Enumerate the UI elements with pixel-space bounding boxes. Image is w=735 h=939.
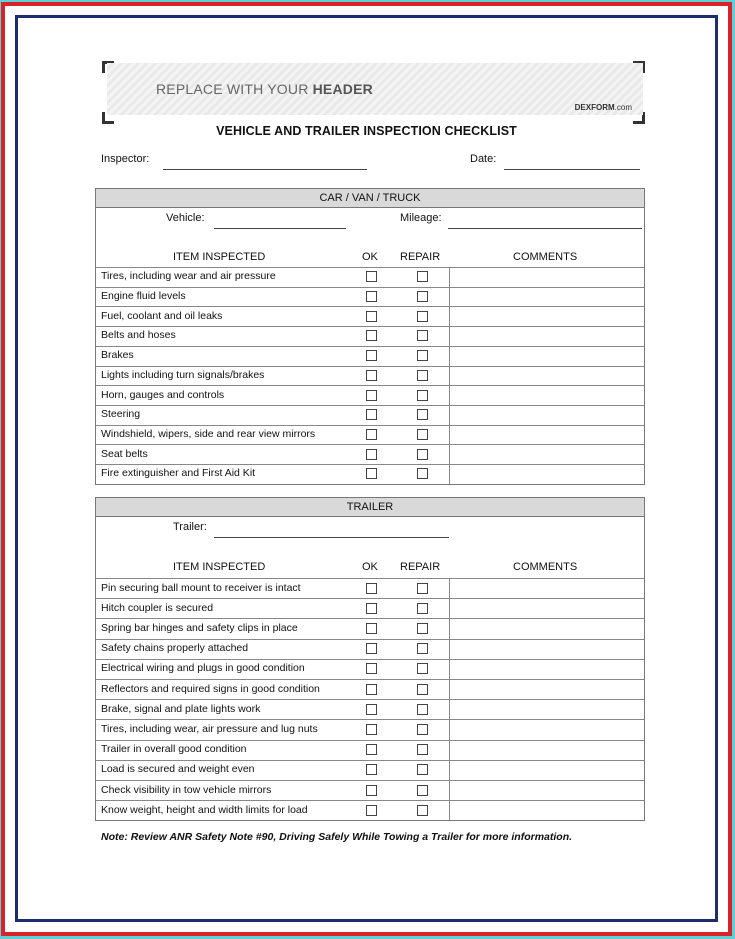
footer-note: Note: Review ANR Safety Note #90, Driving Safely While Towing a Trailer for more information.	[101, 831, 573, 843]
item-label: Seat belts	[101, 447, 148, 460]
trailer-field[interactable]	[214, 537, 449, 538]
item-label: Know weight, height and width limits for load	[101, 803, 308, 816]
trailer-section-heading: TRAILER	[96, 498, 644, 517]
ok-checkbox[interactable]	[366, 311, 377, 322]
item-label: Check visibility in tow vehicle mirrors	[101, 783, 272, 796]
repair-checkbox[interactable]	[417, 311, 428, 322]
ok-checkbox[interactable]	[366, 390, 377, 401]
comment-line[interactable]	[450, 326, 644, 327]
ok-checkbox[interactable]	[366, 583, 377, 594]
car-section	[95, 188, 645, 485]
comment-line[interactable]	[450, 639, 644, 640]
item-label: Belts and hoses	[101, 329, 176, 342]
header-separator	[96, 267, 644, 268]
comment-line[interactable]	[450, 659, 644, 660]
form-page	[18, 18, 715, 919]
item-label: Load is secured and weight even	[101, 763, 255, 776]
row-separator	[96, 287, 449, 288]
repair-checkbox[interactable]	[417, 330, 428, 341]
item-label: Lights including turn signals/brakes	[101, 368, 265, 381]
ok-checkbox[interactable]	[366, 350, 377, 361]
repair-checkbox[interactable]	[417, 623, 428, 634]
item-label: Reflectors and required signs in good condition	[101, 682, 320, 695]
column-repair: REPAIR	[400, 251, 441, 263]
ok-checkbox[interactable]	[366, 704, 377, 715]
row-separator	[96, 405, 449, 406]
item-label: Tires, including wear and air pressure	[101, 270, 276, 283]
repair-checkbox[interactable]	[417, 724, 428, 735]
ok-checkbox[interactable]	[366, 370, 377, 381]
page-title: VEHICLE AND TRAILER INSPECTION CHECKLIST	[216, 124, 517, 138]
repair-checkbox[interactable]	[417, 429, 428, 440]
ok-checkbox[interactable]	[366, 271, 377, 282]
row-separator	[96, 780, 449, 781]
row-separator	[96, 800, 449, 801]
repair-checkbox[interactable]	[417, 663, 428, 674]
row-separator	[96, 679, 449, 680]
row-separator	[96, 425, 449, 426]
repair-checkbox[interactable]	[417, 805, 428, 816]
comment-line[interactable]	[450, 464, 644, 465]
comment-line[interactable]	[450, 780, 644, 781]
comment-line[interactable]	[450, 618, 644, 619]
comment-line[interactable]	[450, 366, 644, 367]
row-separator	[96, 618, 449, 619]
header-placeholder-text: REPLACE WITH YOUR HEADER	[156, 81, 373, 97]
comment-line[interactable]	[450, 346, 644, 347]
ok-checkbox[interactable]	[366, 429, 377, 440]
repair-checkbox[interactable]	[417, 764, 428, 775]
row-separator	[96, 659, 449, 660]
comment-line[interactable]	[450, 760, 644, 761]
car-section-heading: CAR / VAN / TRUCK	[96, 189, 644, 208]
row-separator	[96, 699, 449, 700]
repair-checkbox[interactable]	[417, 409, 428, 420]
row-separator	[96, 719, 449, 720]
ok-checkbox[interactable]	[366, 468, 377, 479]
ok-checkbox[interactable]	[366, 643, 377, 654]
repair-checkbox[interactable]	[417, 643, 428, 654]
ok-checkbox[interactable]	[366, 603, 377, 614]
vehicle-label: Vehicle:	[166, 212, 205, 224]
item-label: Safety chains properly attached	[101, 642, 249, 655]
item-label: Brakes	[101, 349, 134, 362]
row-separator	[96, 639, 449, 640]
item-label: Tires, including wear, air pressure and lug nuts	[101, 723, 318, 735]
item-label: Spring bar hinges and safety clips in place	[101, 622, 298, 634]
ok-checkbox[interactable]	[366, 764, 377, 775]
repair-checkbox[interactable]	[417, 785, 428, 796]
repair-checkbox[interactable]	[417, 350, 428, 361]
repair-checkbox[interactable]	[417, 291, 428, 302]
row-separator	[96, 740, 449, 741]
repair-checkbox[interactable]	[417, 449, 428, 460]
comment-line[interactable]	[450, 444, 644, 445]
ok-checkbox[interactable]	[366, 805, 377, 816]
trailer-section	[95, 497, 645, 821]
ok-checkbox[interactable]	[366, 449, 377, 460]
row-separator	[96, 760, 449, 761]
comment-line[interactable]	[450, 740, 644, 741]
repair-checkbox[interactable]	[417, 603, 428, 614]
item-label: Fire extinguisher and First Aid Kit	[101, 467, 256, 480]
repair-checkbox[interactable]	[417, 744, 428, 755]
vehicle-field[interactable]	[214, 228, 346, 229]
item-label: Windshield, wipers, side and rear view mirrors	[101, 427, 316, 440]
comment-line[interactable]	[450, 598, 644, 599]
ok-checkbox[interactable]	[366, 663, 377, 674]
item-label: Brake, signal and plate lights work	[101, 702, 261, 715]
header-separator	[96, 578, 644, 579]
repair-checkbox[interactable]	[417, 370, 428, 381]
ok-checkbox[interactable]	[366, 684, 377, 695]
column-item-inspected: ITEM INSPECTED	[173, 251, 266, 263]
mileage-label: Mileage:	[400, 212, 442, 224]
repair-checkbox[interactable]	[417, 468, 428, 479]
comment-line[interactable]	[450, 800, 644, 801]
item-label: Hitch coupler is secured	[101, 601, 214, 614]
column-item-inspected: ITEM INSPECTED	[173, 561, 266, 573]
row-separator	[96, 366, 449, 367]
ok-checkbox[interactable]	[366, 409, 377, 420]
row-separator	[96, 464, 449, 465]
row-separator	[96, 326, 449, 327]
row-separator	[96, 306, 449, 307]
repair-checkbox[interactable]	[417, 704, 428, 715]
repair-checkbox[interactable]	[417, 390, 428, 401]
repair-checkbox[interactable]	[417, 271, 428, 282]
ok-checkbox[interactable]	[366, 623, 377, 634]
comment-line[interactable]	[450, 405, 644, 406]
column-comments: COMMENTS	[513, 561, 578, 573]
ok-checkbox[interactable]	[366, 724, 377, 735]
brand-logo: DEXFORM.com	[574, 103, 632, 112]
column-comments: COMMENTS	[513, 251, 578, 263]
header-placeholder	[107, 63, 643, 115]
comments-column-divider	[449, 267, 450, 484]
comment-line[interactable]	[450, 425, 644, 426]
row-separator	[96, 346, 449, 347]
comment-line[interactable]	[450, 699, 644, 700]
ok-checkbox[interactable]	[366, 785, 377, 796]
item-label: Trailer in overall good condition	[101, 743, 247, 756]
item-label: Electrical wiring and plugs in good condition	[101, 662, 305, 675]
ok-checkbox[interactable]	[366, 744, 377, 755]
column-ok: OK	[362, 251, 378, 263]
row-separator	[96, 444, 449, 445]
ok-checkbox[interactable]	[366, 330, 377, 341]
item-label: Steering	[101, 408, 141, 421]
ok-checkbox[interactable]	[366, 291, 377, 302]
item-label: Pin securing ball mount to receiver is intact	[101, 581, 301, 594]
trailer-label: Trailer:	[173, 521, 207, 533]
repair-checkbox[interactable]	[417, 583, 428, 594]
comment-line[interactable]	[450, 719, 644, 720]
row-separator	[96, 385, 449, 386]
row-separator	[96, 598, 449, 599]
comment-line[interactable]	[450, 679, 644, 680]
item-label: Horn, gauges and controls	[101, 388, 225, 401]
repair-checkbox[interactable]	[417, 684, 428, 695]
comment-line[interactable]	[450, 287, 644, 288]
date-label: Date:	[470, 153, 497, 165]
inspector-label: Inspector:	[101, 153, 150, 165]
comment-line[interactable]	[450, 306, 644, 307]
date-field[interactable]	[504, 169, 640, 170]
item-label: Fuel, coolant and oil leaks	[101, 309, 223, 322]
comment-line[interactable]	[450, 385, 644, 386]
item-label: Engine fluid levels	[101, 290, 186, 303]
mileage-field[interactable]	[448, 228, 642, 229]
column-repair: REPAIR	[400, 561, 441, 573]
inspector-field[interactable]	[163, 169, 367, 170]
column-ok: OK	[362, 561, 378, 573]
